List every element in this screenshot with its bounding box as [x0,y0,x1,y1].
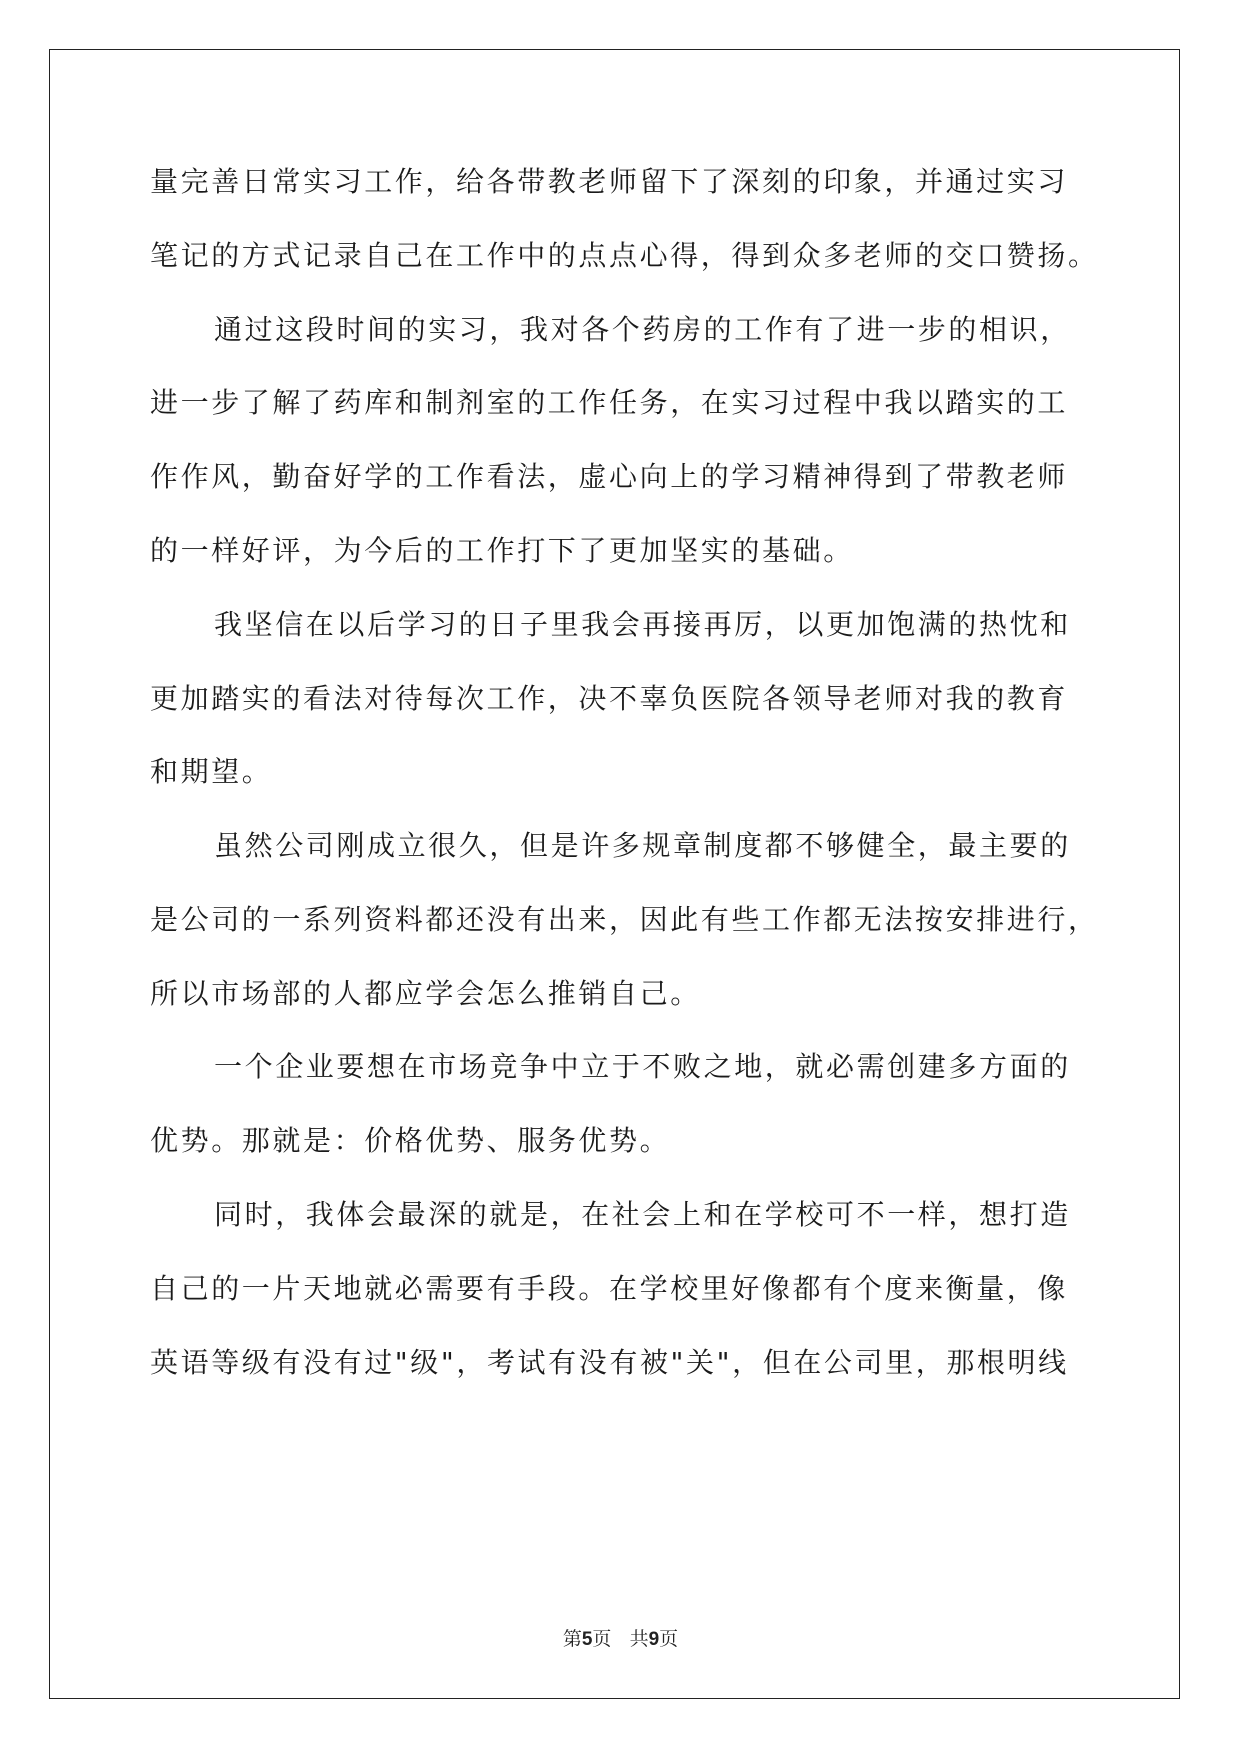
paragraph-start-line: 通过这段时间的实习，我对各个药房的工作有了进一步的相识， [214,313,1071,346]
paragraph-start-line: 一个企业要想在市场竞争中立于不败之地，就必需创建多方面的 [214,1050,1071,1083]
footer-page-number: 5 [581,1629,593,1650]
footer-total-suffix: 页 [659,1628,679,1650]
text-line: 更加踏实的看法对待每次工作，决不辜负医院各领导老师对我的教育 [150,682,1069,715]
footer-total-pages: 9 [648,1629,660,1650]
text-line: 和期望。 [150,755,273,788]
text-line: 量完善日常实习工作，给各带教老师留下了深刻的印象，并通过实习 [150,165,1069,198]
text-line: 优势。那就是：价格优势、服务优势。 [150,1124,671,1157]
text-line: 自己的一片天地就必需要有手段。在学校里好像都有个度来衡量，像 [150,1272,1069,1305]
page-footer [0,1624,1241,1651]
text-line: 作作风，勤奋好学的工作看法，虚心向上的学习精神得到了带教老师 [150,460,1069,493]
footer-page-suffix: 页 [592,1628,612,1650]
text-line: 的一样好评，为今后的工作打下了更加坚实的基础。 [150,534,854,567]
paragraph-start-line: 同时，我体会最深的就是，在社会上和在学校可不一样，想打造 [214,1198,1071,1231]
text-line: 所以市场部的人都应学会怎么推销自己。 [150,977,701,1010]
page-border [49,49,1180,1699]
footer-total-prefix: 共 [629,1628,649,1650]
text-line: 笔记的方式记录自己在工作中的点点心得，得到众多老师的交口赞扬。 [150,239,1099,272]
text-line: 英语等级有没有过"级"，考试有没有被"关"，但在公司里，那根明线 [150,1346,1069,1379]
text-line: 进一步了解了药库和制剂室的工作任务，在实习过程中我以踏实的工 [150,386,1069,419]
paragraph-start-line: 我坚信在以后学习的日子里我会再接再厉，以更加饱满的热忱和 [214,608,1071,641]
footer-prefix: 第 [562,1628,582,1650]
paragraph-start-line: 虽然公司刚成立很久，但是许多规章制度都不够健全，最主要的 [214,829,1071,862]
text-line: 是公司的一系列资料都还没有出来，因此有些工作都无法按安排进行， [150,903,1099,936]
